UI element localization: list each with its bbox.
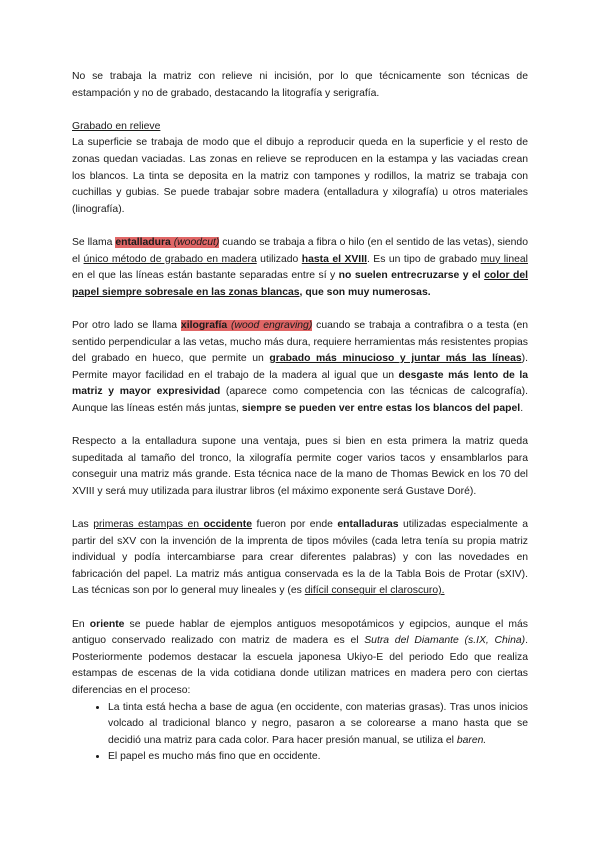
paragraph-oriente: En oriente se puede hablar de ejemplos antiguos mesopotámicos y egipcios, aunque el más antiguo conservado realizado con matriz de madera es el Sutra del Diamante (s.IX, China). Posteriormente podemos destacar la escuela japonesa Ukiyo-E del periodo Edo que realiza estampas de escenas de la vida cotidiana donde utilizan matrices en madera pero con ciertas diferencias en el proceso:	[72, 618, 529, 696]
paragraph-occidente: Las primeras estampas en occidente fueron por ende entalladuras utilizadas especialmente a partir del sXV con la invención de la imprenta de tipos móviles (cada letra tenía su propia matriz individual y podía intercambiarse para crear diferentes palabras) y con las novedades en fabricación del papel. La matriz más antigua conservada es la de la Tabla Bois de Protar (sXIV). Las técnicas son por lo general muy lineales y (es difícil conseguir el claroscuro).	[72, 519, 528, 597]
term-xilografia: xilografía	[180, 319, 228, 331]
term-entalladura: entalladura	[115, 236, 171, 248]
paragraph-xilografia: Por otro lado se llama xilografía (wood engraving) cuando se trabaja a contrafibra o a testa (en sentido perpendicular a las vetas, mucho más dura, requiere herramientas más resistentes propias del grabado en hueco, que permite un grabado más minucioso y juntar más las líneas). Permite mayor facilidad en el trabajo de la madera al igual que un desgaste más lento de la matriz y mayor expresividad (aparece como competencia con las técnicas de calcografía). Aunque las líneas estén más juntas, siempre se pueden ver entre estas los blancos del papel.	[72, 319, 529, 414]
paragraph-entalladura: Se llama entalladura (woodcut) cuando se trabaja a fibra o hilo (en el sentido de las vetas), siendo el único método de grabado en madera utilizado hasta el XVIII. Es un tipo de grabado muy lineal en el que las líneas están bastante separadas entre sí y no suelen entrecruzarse y el color del papel siempre sobresale en las zonas blancas, que son muy numerosas.	[72, 236, 528, 298]
paragraph-relief-description: La superficie se trabaja de modo que el dibujo a reproducir queda en la superficie y el resto de zonas quedan vaciadas. Las zonas en relieve se reproducen en la estampa y las vaciadas crean los blancos. La tinta se deposita en la matriz con tampones y rodillos, la matriz se trabaja con cuchillas y gubias. Se puede trabajar sobre madera (entalladura y xilografía) u otros materiales (linografía).	[72, 137, 528, 215]
paragraph-comparison: Respecto a la entalladura supone una ventaja, pues si bien en esta primera la matriz queda supeditada al tamaño del tronco, la xilografía permite coger varios tacos y ensamblarlos para conseguir una matriz más grande. Esta técnica nace de la mano de Thomas Bewick en los 70 del XVIII y será muy utilizada para ilustrar libros (el máximo exponente será Gustave Doré).	[72, 436, 528, 497]
list-item: • El papel es mucho más fino que en occidente.	[108, 749, 528, 766]
section-heading: Grabado en relieve	[72, 120, 161, 132]
bullet-list	[72, 700, 528, 766]
list-item: • La tinta está hecha a base de agua (en occidente, con materias grasas). Tras unos inicios volcado al tradicional blanco y negro, pasaron a se colorearse a mano hasta que se decidió una matriz para cada color. Para hacer presión manual, se utiliza el baren.	[108, 700, 528, 750]
paragraph-intro: No se trabaja la matriz con relieve ni incisión, por lo que técnicamente son técnicas de estampación y no de grabado, destacando la litografía y serigrafía.	[72, 71, 528, 99]
